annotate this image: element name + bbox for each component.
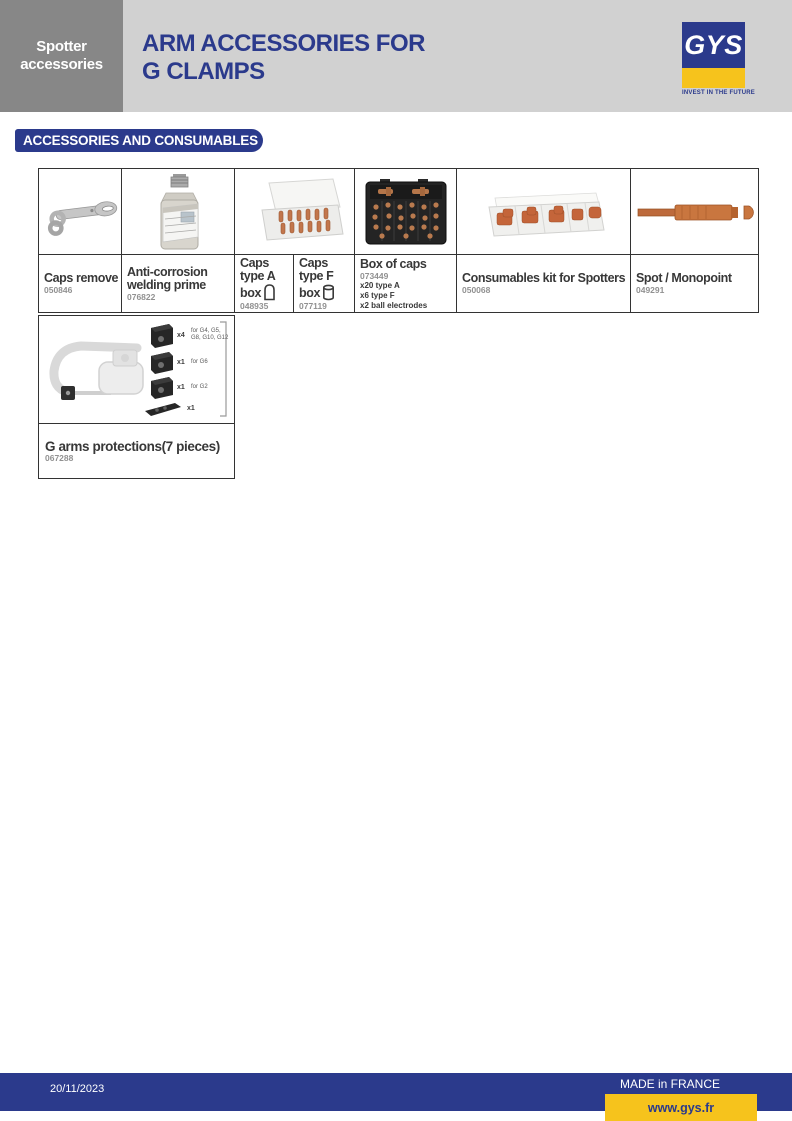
product-detail: x2 ball electrodes (360, 301, 428, 310)
caps-box-image (235, 169, 355, 254)
product-name: Box of caps (360, 257, 427, 271)
box-of-caps-label (355, 254, 457, 312)
category-box (0, 0, 123, 112)
product-code: 050068 (462, 285, 491, 295)
product-code: 077119 (299, 300, 327, 311)
g-arms-qty: x4 (177, 332, 185, 339)
spot-monopoint-label (631, 254, 758, 312)
website-link[interactable]: www.gys.fr (647, 1100, 715, 1115)
category-line1: Spotter (36, 38, 87, 55)
spot-monopoint-image (631, 169, 758, 254)
caps-remove-image (39, 169, 122, 254)
gys-logo-text: GYS (684, 29, 743, 60)
gys-logo (682, 22, 756, 96)
g-arms-image (39, 316, 234, 423)
g-arms-fit-label: for G2 (191, 384, 208, 390)
page-title-line2: G CLAMPS (142, 58, 265, 85)
product-code: 048935 (240, 300, 269, 311)
anti-corrosion-photo (124, 171, 233, 253)
caps-type-f-label (294, 254, 355, 312)
consumables-kit-image (457, 169, 631, 254)
section-banner (15, 129, 263, 152)
consumables-kit-photo (459, 171, 629, 253)
page-title (142, 30, 425, 86)
product-code: 067288 (45, 452, 74, 463)
gys-logo-mark (682, 22, 745, 68)
caps-remove-label (39, 254, 122, 312)
spot-monopoint-photo (632, 171, 757, 253)
product-detail: x6 type F (360, 291, 395, 300)
made-in-france-label: MADE in FRANCE (619, 1077, 720, 1091)
product-code: 050846 (44, 285, 73, 295)
anti-corrosion-image (122, 169, 235, 254)
footer-date: 20/11/2023 (50, 1083, 105, 1095)
anti-corrosion-label (122, 254, 235, 312)
caps-box-photo (237, 171, 353, 253)
product-name: Caps type F box (299, 255, 334, 300)
g-arms-fit-label: for G6 (191, 359, 208, 365)
product-name: Caps type A box (240, 255, 275, 300)
caps-type-a-label (235, 254, 294, 312)
product-name: Spot / Monopoint (636, 271, 732, 285)
g-arms-qty: x1 (187, 405, 195, 412)
box-of-caps-image (355, 169, 457, 254)
page-title-line1: ARM ACCESSORIES FOR (142, 30, 425, 57)
accessories-table (38, 168, 759, 313)
g-arms-qty: x1 (177, 384, 185, 391)
box-of-caps-photo (356, 171, 456, 253)
g-arms-table (38, 315, 235, 479)
product-name: Consumables kit for Spotters (462, 271, 626, 285)
caps-remove-photo (40, 171, 120, 253)
product-name: Anti-corrosion welding prime (127, 264, 208, 292)
g-arms-label (39, 423, 234, 478)
product-detail: x20 type A (360, 281, 400, 290)
consumables-kit-label (457, 254, 631, 312)
g-arms-qty: x1 (177, 359, 185, 366)
product-code: 049291 (636, 285, 665, 295)
gys-logo-yellow-bar (682, 68, 745, 88)
cap-type-f-icon (322, 283, 335, 301)
category-line2: accessories (20, 56, 103, 73)
website-box[interactable] (605, 1094, 757, 1121)
cap-type-a-icon (263, 283, 276, 301)
gys-logo-tagline: INVEST IN THE FUTURE (682, 90, 756, 96)
product-name: G arms protections(7 pieces) (45, 438, 220, 454)
g-arms-fit-label: for G4, G5, G8, G10, G12 (191, 328, 229, 341)
product-code: 076822 (127, 291, 156, 302)
product-code: 073449 (360, 271, 389, 281)
section-banner-label: ACCESSORIES AND CONSUMABLES (23, 133, 258, 148)
product-name: Caps remove (44, 271, 119, 285)
